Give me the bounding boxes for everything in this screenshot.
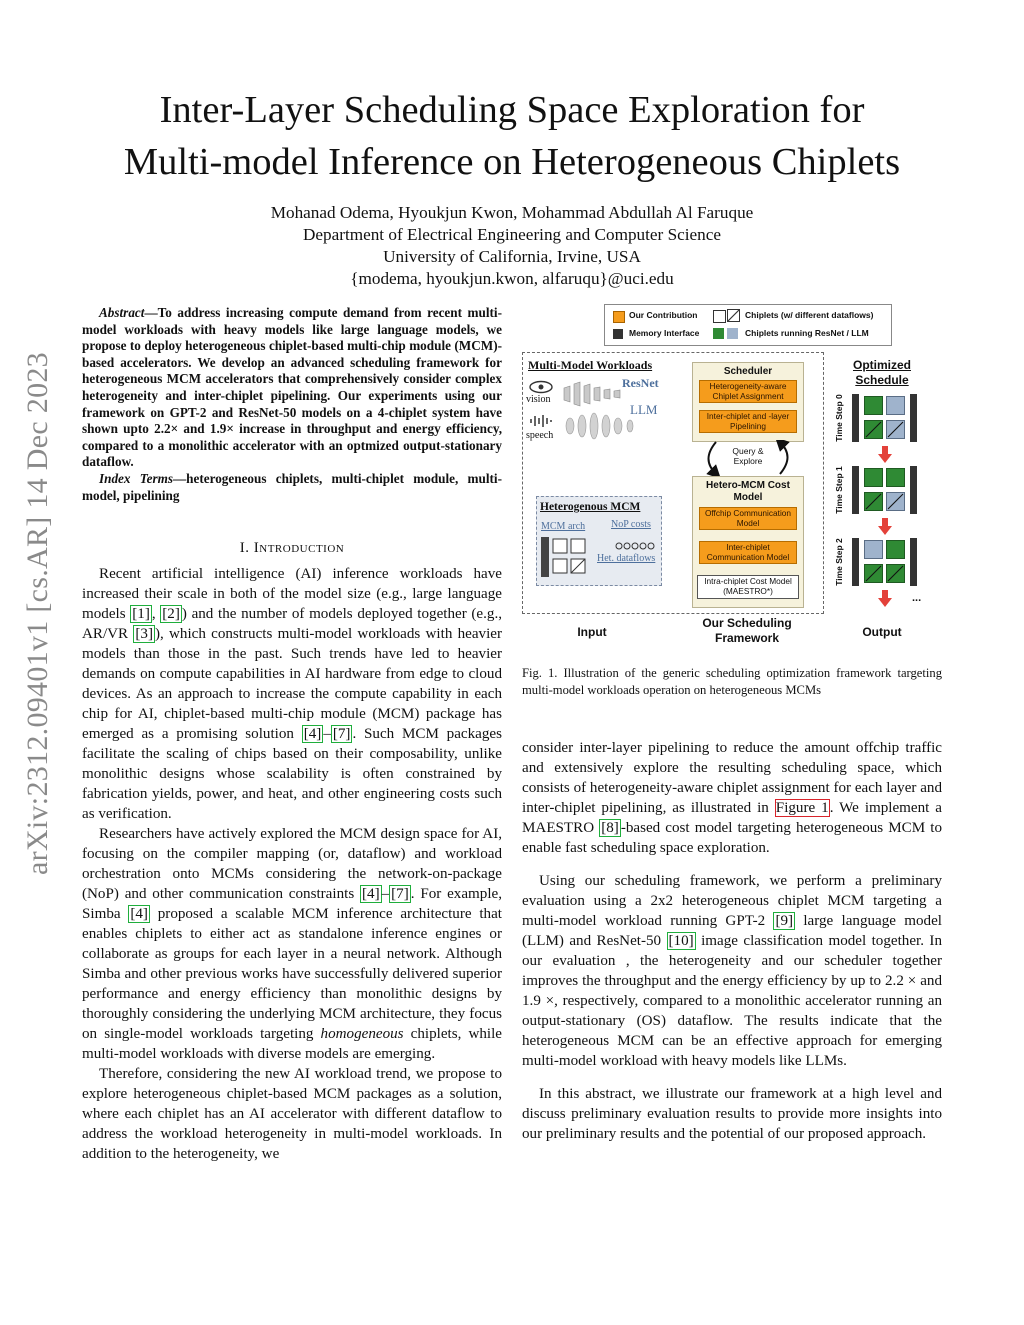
section-heading: I. Introduction <box>239 540 345 556</box>
citation-link[interactable]: [7] <box>391 886 409 902</box>
mcm-arch-icon <box>541 535 593 579</box>
index-terms-label: Index Terms <box>99 470 173 486</box>
left-column <box>82 564 502 1164</box>
legend-llm-swatch <box>713 328 724 339</box>
citation-link[interactable]: [2] <box>162 606 180 622</box>
step-arrow-icon <box>878 590 892 608</box>
hetero-mcm-panel <box>536 496 662 586</box>
cost-model-title: Hetero-MCM Cost Model <box>706 480 790 503</box>
legend-contribution-swatch <box>613 311 625 323</box>
schedule-step-2 <box>852 538 928 586</box>
llm-label: LLM <box>630 402 658 417</box>
abstract-text: —To address increasing compute demand from recent multi-model workloads with heavy models like large language models, we propose to deploy heterogeneous chiplet-based multi-chip module (MCM)-based accelerators. We develop an advanced scheduling framework for heterogeneous MCM accelerators that comprehensively consider complex heterogeneity and inter-chiplet pipelining. Our experiments using our framework on GPT-2 and ResNet-50 models on a 4-chiplet system have shown upto 2.2× and 1.9× increase in throughput and energy efficiency, compared to a monolithic accelerator with an optmized output-stationary dataflow. <box>82 305 502 470</box>
authors: Mohanad Odema, Hyoukjun Kwon, Mohammad Abdullah Al Faruque <box>270 203 754 222</box>
dataflow-nodes-icon <box>615 541 659 551</box>
legend-memory: Memory Interface <box>629 328 700 338</box>
legend-chiplets-running: Chiplets running ResNet / LLM <box>745 328 869 338</box>
cost-model-box <box>692 476 804 608</box>
legend-chiplet-slash-icon <box>727 309 740 322</box>
het-dataflows-label: Het. dataflows <box>597 553 656 564</box>
citation-link[interactable]: [4] <box>303 726 322 742</box>
index-terms <box>82 471 502 504</box>
mcm-arch-label: MCM arch <box>541 521 586 532</box>
legend <box>604 304 892 346</box>
output-label: Output <box>862 625 902 639</box>
nop-costs-label: NoP costs <box>611 519 651 530</box>
citation-link[interactable]: [9] <box>775 913 794 929</box>
abstract-block <box>82 305 502 504</box>
query-explore-label: Query & Explore <box>732 446 764 466</box>
figure-caption: Fig. 1. Illustration of the generic scheduling optimization framework targeting multi-model workloads operation on heterogeneous MCMs <box>522 666 942 697</box>
department: Department of Electrical Engineering and Computer Science <box>302 225 722 244</box>
schedule-step-0 <box>852 394 928 442</box>
intro-paragraph-4: consider inter-layer pipelining to reduce the amount offchip traffic and extensively explore the resulting scheduling space, which consists of heterogeneity-aware chiplet assignment for each layer and inter-chiplet pipelining, as illustrated in Figure 1. We implement a MAESTRO [8] -based cost model targeting heterogeneous MCM to enable fast scheduling space exploration. <box>522 740 943 856</box>
time-step-2-label: Time Step 2 <box>834 538 844 586</box>
university: University of California, Irvine, USA <box>383 247 641 266</box>
citation-link[interactable]: [4] <box>130 906 148 922</box>
vision-label: vision <box>526 394 551 405</box>
intro-paragraph-5: Using our scheduling framework, we perform a preliminary evaluation using a 2x2 heterogeneous chiplet MCM targeting a multi-model workload running GPT-2 [9] large language model (LLM) and ResNet-50 [10] image classification model together. In our evaluation , the heterogeneity and our scheduler together improves the throughput and the energy efficiency by up to 2.2 × and 1.9 ×, respectively, compared to a monolithic accelerator running an output-stationary (OS) dataflow. The results indicate that the heterogeneous MCM can be an effective approach for emerging multi-model workload with heavy models like LLMs. <box>522 873 942 1069</box>
figure-link[interactable]: Figure 1 <box>775 800 829 816</box>
citation-link[interactable]: [1] <box>132 606 150 622</box>
intra-chiplet-model-box: Intra-chiplet Cost Model (MAESTRO*) <box>697 575 799 599</box>
speech-wave-icon <box>528 414 556 428</box>
abstract <box>82 305 502 471</box>
intro-paragraph-6: In this abstract, we illustrate our framework at a high level and discuss preliminary evaluation results to provide more insights into our preliminary results and the potential of our proposed approach. <box>522 1086 942 1142</box>
legend-resnet-swatch <box>727 328 738 339</box>
time-step-0-label: Time Step 0 <box>834 394 844 442</box>
workloads-panel <box>526 358 674 446</box>
schedule-ellipsis: ... <box>912 592 922 604</box>
chiplet-assignment-box: Heterogeneity-aware Chiplet Assignment <box>699 380 797 403</box>
time-step-1-label: Time Step 1 <box>834 466 844 514</box>
speech-label: speech <box>526 430 554 441</box>
title-line-2: Multi-model Inference on Heterogeneous Chiplets <box>123 141 901 183</box>
legend-memory-swatch <box>613 329 623 339</box>
citation-link[interactable]: [3] <box>135 626 153 642</box>
schedule-step-1 <box>852 466 928 514</box>
intro-paragraph-2: Researchers have actively explored the MCM design space for AI, focusing on the compiler mapping (or, dataflow) and workload orchestration onto MCMs considering the network-on-package (NoP) and other communication constraints [4] – [7] . For example, Simba [4] proposed a scalable MCM inference architecture that enables chiplets to either act as standalone inference engines or collaborate as groups for each layer in a neural network. Although Simba and other previous works have successfully delivered superior performance and energy efficiency than monolithic designs by thoroughly considering the underlying MCM architecture, they focus on single-model workloads targeting homogeneous chiplets, while multi-model workloads with diverse models are emerging. <box>82 826 503 1062</box>
abstract-label: Abstract <box>99 305 145 320</box>
scheduler-title: Scheduler <box>723 366 773 377</box>
vision-icon <box>528 380 554 394</box>
workloads-title: Multi-Model Workloads <box>528 358 653 372</box>
inter-chiplet-model-box: Inter-chiplet Communication Model <box>699 541 797 564</box>
pipelining-box: Inter-chiplet and -layer Pipelining <box>699 410 797 433</box>
right-column <box>522 738 942 1144</box>
emails: {modema, hyoukjun.kwon, alfaruqu}@uci.edu <box>350 269 674 288</box>
scheduler-box <box>692 362 804 442</box>
citation-link[interactable]: [4] <box>362 886 380 902</box>
legend-chiplets-dataflow: Chiplets (w/ different dataflows) <box>745 310 874 320</box>
framework-label: Our Scheduling Framework <box>702 616 792 645</box>
citation-link[interactable]: [8] <box>601 820 619 836</box>
figure-1 <box>522 300 946 655</box>
intro-paragraph-1: Recent artificial intelligence (AI) inference workloads have increased their scale in both of the model size (e.g., large language models [1] , [2] ) and the number of models deployed together (e.g., AR/VR [3] ), which constructs multi-model workloads with heavier models than those in the past. Such trends have led to heavier demands on compute capabilities in AI hardware from edge to cloud devices. As an approach to increase the compute capability in each chip for AI, chiplet-based multi-chip module (MCM) package has emerged as a promising solution [4] – [7] . Such MCM packages facilitate the scaling of chips based on their composability, unlike monolithic designs whose scalability is often constrained by fabrication yields, power, and heat, and other engineering costs such as verification. <box>82 566 503 822</box>
optimized-schedule-title: Optimized Schedule <box>852 358 911 387</box>
title-line-1: Inter-Layer Scheduling Space Exploration for <box>159 89 865 131</box>
input-label: Input <box>577 625 607 639</box>
offchip-model-box: Offchip Communication Model <box>699 507 797 530</box>
index-terms-text: —heterogeneous chiplets, multi-chiplet module, multi-model, pipelining <box>82 470 502 503</box>
legend-contribution: Our Contribution <box>629 310 698 320</box>
resnet-label: ResNet <box>622 376 659 390</box>
query-arrows-icon <box>682 440 812 476</box>
citation-link[interactable]: [7] <box>332 726 351 742</box>
paper-title <box>60 84 964 188</box>
step-arrow-icon <box>878 446 892 464</box>
intro-paragraph-3: Therefore, considering the new AI workload trend, we propose to explore heterogeneous chiplet-based MCM packages as a solution, where each chiplet has an AI accelerator with different dataflow to address the workload heterogeneity in multi-model workloads. In addition to the heterogeneity, we <box>82 1066 502 1162</box>
legend-chiplet-swatch <box>713 310 726 323</box>
arxiv-identifier: arXiv:2312.09401v1 [cs.AR] 14 Dec 2023 <box>21 352 54 875</box>
step-arrow-icon <box>878 518 892 536</box>
hetero-mcm-title: Heterogenous MCM <box>540 501 641 513</box>
citation-link[interactable]: [10] <box>668 933 694 949</box>
